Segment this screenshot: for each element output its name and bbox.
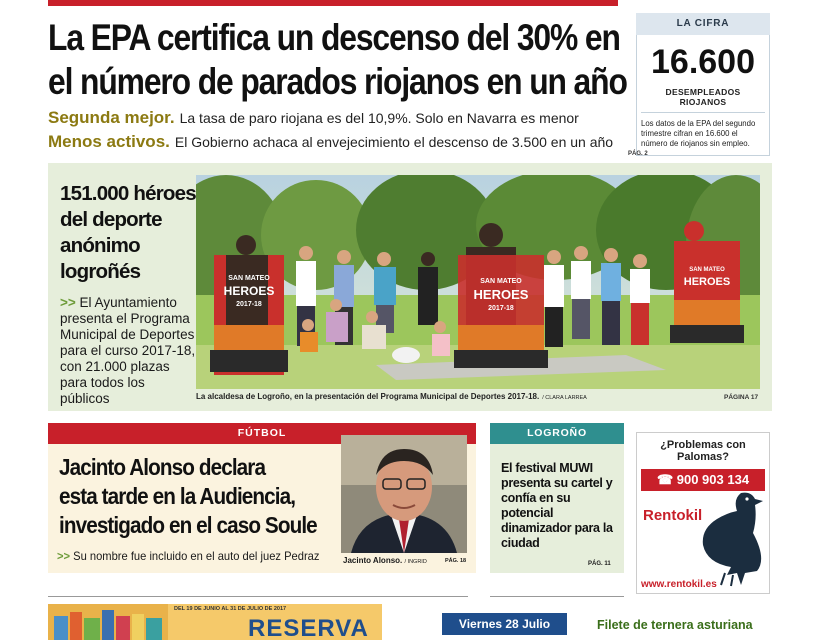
la-cifra-label: DESEMPLEADOS RIOJANOS bbox=[665, 87, 741, 107]
subhead-menos-activos bbox=[48, 132, 613, 152]
la-cifra-tag: LA CIFRA bbox=[636, 13, 770, 35]
subhead-text: La tasa de paro riojana es del 10,9%. Solo en Navarra es menor bbox=[179, 110, 579, 126]
la-cifra-box bbox=[636, 13, 770, 161]
futbol-headline-line: investigado en el caso Soule bbox=[59, 512, 317, 538]
futbol-headline-line: esta tarde en la Audiencia, bbox=[59, 483, 296, 509]
jacinto-alonso-photo bbox=[341, 435, 467, 553]
subhead-lead: Menos activos. bbox=[48, 132, 170, 151]
sport-summary-text: El Ayuntamiento presenta el Programa Municipal de Deportes para el curso 2017-18, con 21.000 plazas para todos los públicos bbox=[60, 295, 196, 406]
portrait-caption-text: Jacinto Alonso. bbox=[343, 556, 403, 565]
sport-photo bbox=[196, 175, 760, 389]
sport-photo-caption bbox=[196, 392, 587, 401]
banner-text: SAN MATEO bbox=[480, 278, 522, 285]
sport-photo-illustration bbox=[196, 175, 760, 389]
arrow-marker: >> bbox=[57, 549, 71, 563]
headline-line-2: el número de parados riojanos en un año bbox=[48, 61, 627, 102]
portrait-caption bbox=[343, 556, 427, 565]
section-divider bbox=[490, 596, 624, 597]
futbol-subhead-text: Su nombre fue incluido en el auto del juez Pedraz bbox=[73, 549, 320, 563]
books-icon bbox=[48, 604, 168, 640]
banner-text: SAN MATEO bbox=[689, 267, 725, 273]
pigeon-icon bbox=[697, 489, 769, 587]
logrono-tag: LOGROÑO bbox=[490, 423, 624, 444]
reserva-dates: DEL 19 DE JUNIO AL 31 DE JULIO DE 2017 bbox=[174, 606, 287, 612]
banner-text: 2017-18 bbox=[488, 305, 514, 312]
logrono-page-ref: PÁG. 11 bbox=[588, 561, 611, 567]
portrait-illustration bbox=[341, 435, 467, 553]
futbol-headline[interactable] bbox=[59, 453, 320, 540]
la-cifra-text: Los datos de la EPA del segundo trimestre cifran en 16.600 el número de riojanos sin empleo. bbox=[641, 119, 756, 148]
futbol-section bbox=[48, 423, 476, 573]
reserva-word: RESERVA bbox=[248, 615, 369, 640]
ad-brand: Rentokil bbox=[643, 507, 703, 524]
reserva-ad[interactable] bbox=[48, 604, 382, 640]
banner-text: HEROES bbox=[223, 284, 275, 298]
hero-banner-left bbox=[210, 235, 288, 375]
logrono-section bbox=[490, 423, 624, 573]
ad-phone bbox=[641, 469, 765, 491]
banner-text: SAN MATEO bbox=[228, 275, 270, 282]
photo-credit: / INGRID bbox=[404, 559, 427, 565]
la-cifra-number: 16.600 bbox=[651, 43, 755, 81]
banner-text: HEROES bbox=[683, 276, 731, 288]
futbol-page-ref: PÁG. 18 bbox=[445, 558, 467, 564]
subhead-segunda-mejor bbox=[48, 108, 579, 128]
main-headline[interactable] bbox=[48, 16, 627, 104]
sport-section bbox=[48, 163, 772, 411]
ad-url[interactable]: www.rentokil.es bbox=[641, 579, 717, 590]
top-red-bar bbox=[48, 0, 618, 6]
ad-question: ¿Problemas con Palomas? bbox=[660, 439, 746, 463]
section-divider bbox=[48, 596, 468, 597]
banner-text: HEROES bbox=[473, 287, 529, 302]
futbol-headline-line: Jacinto Alonso declara bbox=[59, 454, 266, 480]
la-cifra-divider bbox=[641, 112, 765, 113]
sport-summary bbox=[60, 295, 198, 407]
la-cifra-page: PÁG. 2 bbox=[628, 151, 648, 157]
ad-phone-number: 900 903 134 bbox=[676, 472, 750, 487]
promo-text[interactable]: Filete de ternera asturiana bbox=[597, 618, 753, 632]
la-cifra-body bbox=[636, 35, 770, 156]
subhead-text: El Gobierno achaca al envejecimiento el descenso de 3.500 en un año bbox=[174, 134, 614, 150]
phone-icon: ☎ bbox=[656, 472, 677, 487]
banner-text: 2017-18 bbox=[236, 301, 262, 308]
subhead-lead: Segunda mejor. bbox=[48, 108, 175, 127]
futbol-tag: FÚTBOL bbox=[48, 423, 476, 444]
caption-text: La alcaldesa de Logroño, en la presentación del Programa Municipal de Deportes 2017-18. bbox=[196, 392, 540, 401]
sport-page-ref: PÁGINA 17 bbox=[724, 394, 759, 401]
logrono-headline[interactable]: El festival MUWI presenta su cartel y confía en su potencial dinamizador para la ciudad bbox=[501, 461, 613, 550]
futbol-subhead bbox=[57, 549, 319, 563]
sport-title[interactable]: 151.000 héroes del deporte anónimo logroñés bbox=[60, 182, 196, 283]
headline-line-1: La EPA certifica un descenso del 30% en bbox=[48, 17, 620, 58]
date-banner: Viernes 28 Julio bbox=[442, 613, 567, 635]
rentokil-ad[interactable] bbox=[636, 432, 770, 594]
photo-credit: / CLARA LARREA bbox=[542, 395, 587, 401]
arrow-marker: >> bbox=[60, 295, 76, 310]
